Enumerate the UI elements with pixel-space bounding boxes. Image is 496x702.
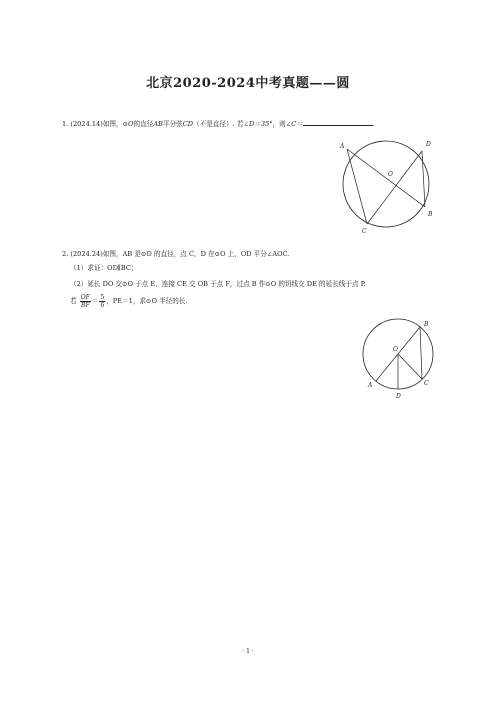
page-number: · 1 · [242, 648, 254, 655]
q1-cd: CD [182, 120, 194, 128]
segment-db [422, 151, 425, 207]
answer-blank[interactable] [303, 118, 373, 126]
segment-ac [347, 149, 367, 224]
q2-line1: 如图，AB 是⊙O 的直径，点 C，D 在⊙O 上，OD 平分∠AOC. [102, 250, 290, 258]
fraction-of-bf [80, 294, 91, 309]
q1-text-c: 平分弦 [162, 120, 183, 128]
label-d: D [426, 141, 431, 148]
q1-angle-d: ∠D＝35° [243, 120, 273, 128]
label-a-2: A [368, 382, 373, 389]
q1-angle-c: ∠C＝ [285, 120, 303, 128]
q1-source: (2024.14) [70, 120, 103, 128]
q1-text-b: 的直径 [133, 120, 154, 128]
fraction-5-6 [99, 294, 105, 309]
label-c-2: C [424, 380, 429, 387]
q1-text-a: 如图，⊙ [102, 120, 129, 128]
fraction-1-numerator: OF [80, 293, 90, 301]
question-2-condition [70, 293, 188, 309]
question-2-part-1 [70, 263, 138, 273]
fraction-1-denominator: BF [80, 301, 90, 309]
fraction-2-denominator: 6 [100, 301, 105, 309]
q2-part1: （1）求证：OD∥BC； [70, 264, 138, 272]
q1-text-e: ，则 [272, 120, 286, 128]
circle-o [343, 141, 429, 227]
q2-tail: ，PE＝1，求⊙O 半径的长. [106, 297, 188, 305]
figure-1 [336, 136, 446, 236]
q2-eq: ＝ [91, 297, 99, 305]
q1-text-d: （不是直径）. 若 [193, 120, 244, 128]
radius-oc [398, 354, 422, 379]
chord-bc [420, 327, 422, 379]
label-a: A [340, 143, 345, 150]
q1-number: 1. [62, 120, 69, 128]
label-o: O [388, 171, 393, 178]
q1-o: O [128, 120, 134, 128]
label-d-2: D [396, 393, 401, 400]
q1-end: . [372, 120, 375, 128]
question-1 [62, 118, 375, 129]
q2-source: (2024.24) [70, 250, 103, 258]
page-title: 北京2020-2024中考真题——圆 [146, 76, 350, 91]
label-c: C [362, 228, 367, 235]
label-b: B [428, 211, 433, 218]
q1-ab: AB [153, 120, 163, 128]
q2-if: 若 [70, 297, 77, 305]
q2-part2: （2）延长 DO 交⊙O 于点 E，连接 CE 交 OB 于点 F，过点 B 作⊙O 的切线交 DE 的延长线于点 P. [70, 280, 366, 288]
q2-number: 2. [62, 250, 69, 258]
question-2-part-2 [70, 279, 366, 289]
label-o-2: O [393, 346, 398, 353]
question-2-line-1 [62, 249, 289, 259]
figure-2 [358, 314, 448, 404]
fraction-2-numerator: 5 [100, 293, 105, 301]
chord-cd [367, 151, 422, 224]
label-b-2: B [424, 321, 429, 328]
